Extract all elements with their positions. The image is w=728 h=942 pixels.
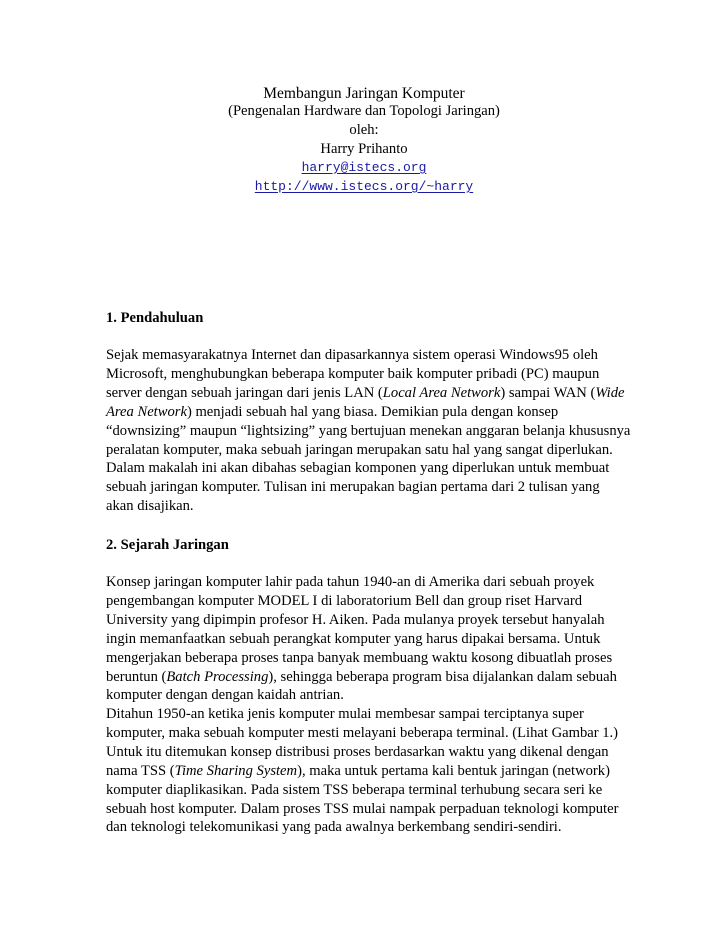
text-run: ) menjadi sebuah hal yang biasa. Demikian pula dengan konsep: [186, 403, 559, 420]
paragraph-line: [106, 743, 609, 762]
text-run: ), maka untuk pertama kali bentuk jaringan (network): [297, 762, 610, 779]
paragraph-line: [106, 649, 612, 668]
author-website-link[interactable]: http://www.istecs.org/~harry: [254, 179, 474, 194]
paragraph-line: [106, 724, 618, 743]
paragraph-line: [106, 497, 194, 516]
text-run: Dalam makalah ini akan dibahas sebagian komponen yang diperlukan untuk membuat: [106, 460, 610, 477]
text-run: pengembangan komputer MODEL I di laboratorium Bell dan group riset Harvard: [106, 592, 583, 609]
text-run: server dengan sebuah jaringan dari jenis LAN (: [106, 384, 383, 401]
paragraph-line: [106, 459, 609, 478]
paragraph-line: [106, 422, 630, 441]
paragraph-line: [106, 668, 617, 687]
text-run: Microsoft, menghubungkan beberapa komputer baik komputer pribadi (PC) maupun: [106, 365, 600, 382]
text-run: ), sehingga beberapa program bisa dijalankan dalam sebuah: [268, 668, 617, 685]
text-run: ingin memanfaatkan sebuah perangkat komputer yang harus dipakai bersama. Untuk: [106, 630, 601, 647]
paragraph-line: [106, 403, 558, 422]
text-run: ) sampai WAN (: [500, 384, 596, 401]
paragraph-line: [106, 441, 613, 460]
text-run: komputer dengan dengan kaidah antrian.: [106, 687, 344, 704]
text-run: nama TSS (: [106, 762, 175, 779]
section-heading: 2. Sejarah Jaringan: [106, 537, 229, 553]
text-run: dan teknologi telekomunikasi yang pada awalnya berkembang sendiri-sendiri.: [106, 819, 562, 836]
byline-label: oleh:: [349, 122, 379, 138]
paragraph-line: [106, 781, 602, 800]
text-run: “downsizing” maupun “lightsizing” yang bertujuan menekan anggaran belanja khususnya: [106, 422, 631, 439]
document-subtitle: (Pengenalan Hardware dan Topologi Jaringan): [228, 103, 500, 119]
text-run: University yang dipimpin profesor H. Aiken. Pada mulanya proyek tersebut hanyalah: [106, 611, 605, 628]
paragraph-line: [106, 762, 610, 781]
text-run: Sejak memasyarakatnya Internet dan dipasarkannya sistem operasi Windows95 oleh: [106, 347, 598, 363]
text-run: Konsep jaringan komputer lahir pada tahun 1940-an di Amerika dari sebuah proyek: [106, 574, 595, 590]
paragraph-line: [106, 705, 584, 724]
text-run: beruntun (: [106, 668, 167, 685]
text-run: Ditahun 1950-an ketika jenis komputer mulai membesar sampai terciptanya super: [106, 706, 584, 722]
document-title: Membangun Jaringan Komputer: [263, 85, 465, 102]
author-email-line: [0, 158, 728, 177]
paragraph-line: [106, 686, 344, 705]
italic-term: Local Area Network: [382, 384, 501, 401]
paragraph-line: [106, 573, 594, 592]
text-run: komputer diaplikasikan. Pada sistem TSS beberapa terminal terhubung secara seri ke: [106, 781, 603, 798]
text-run: komputer, maka sebuah komputer mesti melayani beberapa terminal. (Lihat Gambar 1.): [106, 724, 619, 741]
paragraph-line: [106, 346, 598, 365]
paragraph-line: [106, 365, 599, 384]
section-heading: 1. Pendahuluan: [106, 310, 204, 326]
text-run: sebuah jaringan komputer. Tulisan ini merupakan bagian pertama dari 2 tulisan yang: [106, 479, 600, 496]
author-email-link[interactable]: harry@istecs.org: [301, 160, 427, 175]
italic-term: Time Sharing System: [174, 762, 298, 779]
paragraph-line: [106, 611, 605, 630]
paragraph-line: [106, 800, 618, 819]
text-run: Untuk itu ditemukan konsep distribusi proses berdasarkan waktu yang dikenal dengan: [106, 743, 609, 760]
author-name: Harry Prihanto: [320, 141, 408, 157]
italic-term: Batch Processing: [166, 668, 269, 685]
text-run: akan disajikan.: [106, 498, 194, 515]
italic-term: Wide: [595, 384, 625, 401]
text-run: peralatan komputer, maka sebuah jaringan merupakan satu hal yang sangat diperlukan.: [106, 441, 613, 458]
paragraph-line: [106, 818, 562, 837]
paragraph-line: [106, 592, 582, 611]
paragraph-line: [106, 384, 625, 403]
author-website-line: [0, 177, 728, 196]
text-run: mengerjakan beberapa proses tanpa banyak membuang waktu kosong dibuatlah proses: [106, 649, 613, 666]
text-run: sebuah host komputer. Dalam proses TSS mulai nampak perpaduan teknologi komputer: [106, 800, 619, 817]
paragraph-line: [106, 630, 600, 649]
paragraph-line: [106, 478, 600, 497]
italic-term: Area Network: [106, 403, 187, 420]
